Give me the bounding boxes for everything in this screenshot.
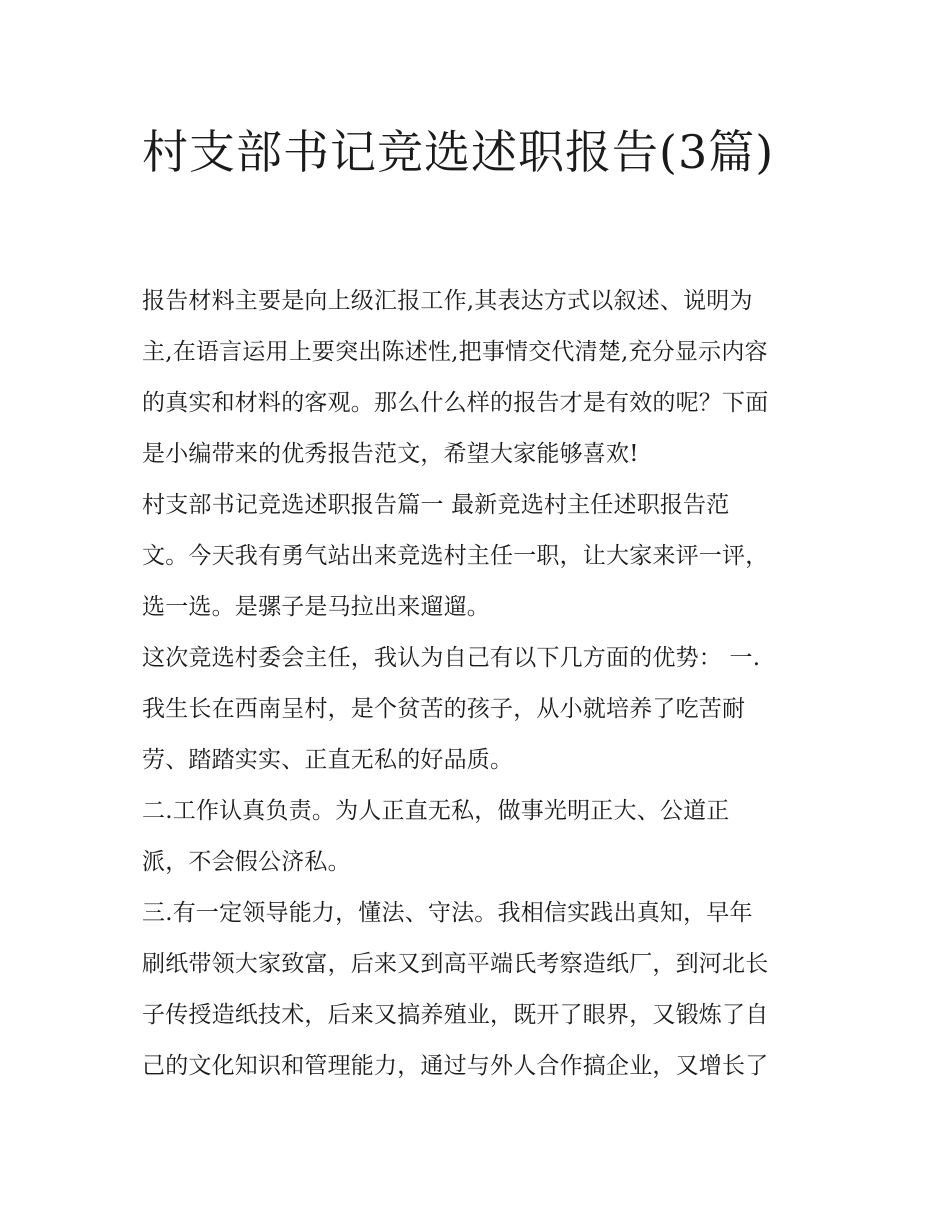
body-line: 的真实和材料的客观。那么什么样的报告才是有效的呢？下面 bbox=[142, 390, 769, 416]
document-body bbox=[142, 276, 822, 1092]
body-line: 刷纸带领大家致富，后来又到高平端氏考察造纸厂，到河北长 bbox=[142, 951, 769, 977]
body-line: 村支部书记竞选述职报告篇一 最新竞选村主任述职报告范 bbox=[142, 492, 730, 518]
body-line: 选一选。是骡子是马拉出来遛遛。 bbox=[142, 594, 490, 620]
body-line: 这次竞选村委会主任，我认为自己有以下几方面的优势： 一. bbox=[142, 645, 761, 671]
body-line: 三.有一定领导能力，懂法、守法。我相信实践出真知，早年 bbox=[142, 900, 753, 926]
body-line: 己的文化知识和管理能力，通过与外人合作搞企业，又增长了 bbox=[142, 1053, 769, 1079]
body-line: 子传授造纸技术，后来又搞养殖业，既开了眼界，又锻炼了自 bbox=[142, 1002, 769, 1028]
body-line: 主,在语言运用上要突出陈述性,把事情交代清楚,充分显示内容 bbox=[142, 339, 768, 365]
body-line: 二.工作认真负责。为人正直无私，做事光明正大、公道正 bbox=[142, 798, 730, 824]
body-line: 派，不会假公济私。 bbox=[142, 849, 351, 875]
body-line: 劳、踏踏实实、正直无私的好品质。 bbox=[142, 747, 514, 773]
body-line: 文。今天我有勇气站出来竞选村主任一职，让大家来评一评， bbox=[142, 543, 769, 569]
body-line: 我生长在西南呈村，是个贫苦的孩子，从小就培养了吃苦耐 bbox=[142, 696, 746, 722]
body-line: 是小编带来的优秀报告范文，希望大家能够喜欢! bbox=[142, 441, 639, 467]
body-line: 报告材料主要是向上级汇报工作,其表达方式以叙述、说明为 bbox=[142, 288, 753, 314]
document-title: 村支部书记竞选述职报告(3篇) bbox=[142, 125, 775, 179]
